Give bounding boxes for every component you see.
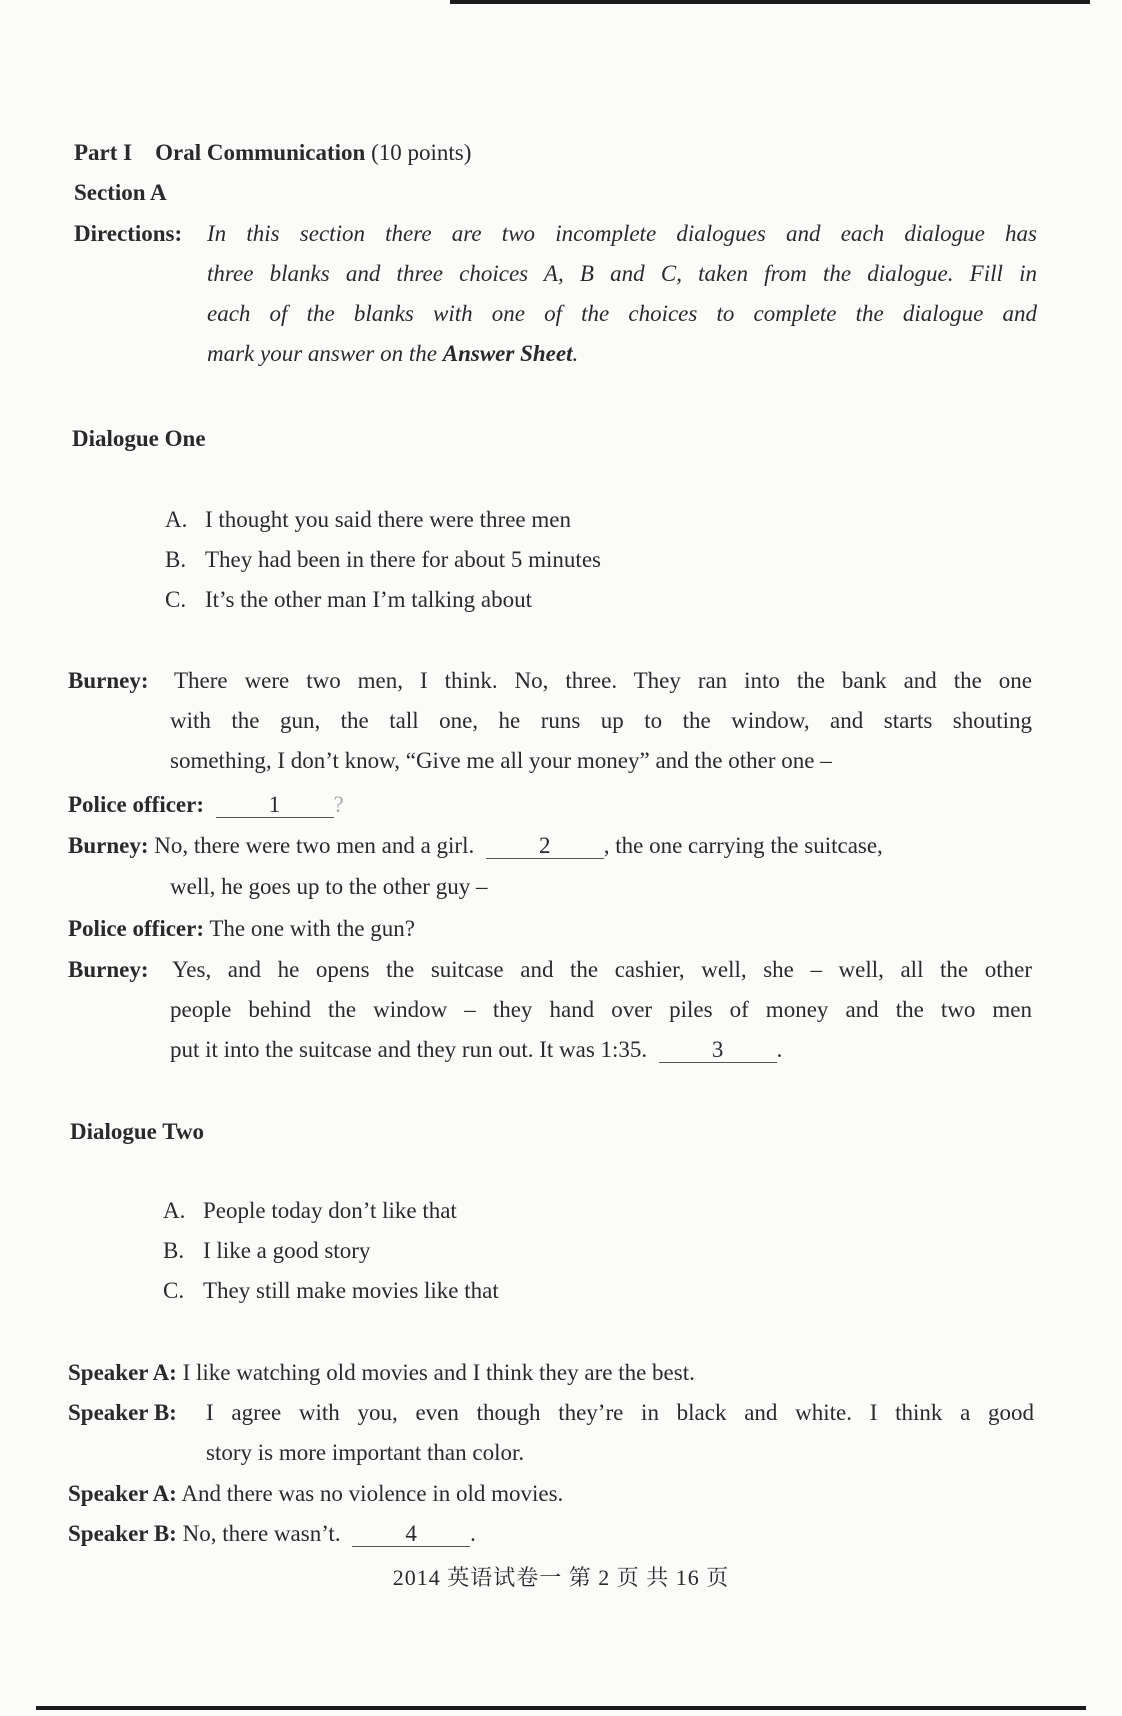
dialogue-two-option-c: [163, 1276, 499, 1306]
speaker-b-turn-2-pre: No, there wasn’t.: [182, 1521, 341, 1546]
dialogue-two-option-b: [163, 1236, 370, 1266]
top-border-rule: [450, 0, 1090, 4]
dialogue-two-option-a: [163, 1196, 457, 1226]
speaker-burney: Burney:: [68, 957, 149, 982]
blank-1[interactable]: 1: [216, 793, 334, 818]
directions-line-4-post: .: [572, 341, 579, 366]
option-letter: B.: [165, 547, 187, 572]
directions-line-3: each of the blanks with one of the choices to complete the dialogue and: [207, 301, 1037, 326]
option-letter: A.: [165, 507, 188, 532]
directions-line-4-pre: mark your answer on the: [207, 341, 443, 366]
speaker-burney: Burney:: [68, 833, 149, 858]
directions-label: Directions:: [74, 221, 183, 246]
dialogue-one-option-c: [165, 585, 532, 615]
option-text: It’s the other man I’m talking about: [205, 587, 533, 612]
speaker-a: Speaker A:: [68, 1481, 177, 1506]
question-mark: ?: [333, 792, 344, 817]
burney-line-2: with the gun, the tall one, he runs up to the window, and starts shouting: [170, 708, 1032, 733]
speaker-police-officer: Police officer:: [68, 792, 204, 817]
police-turn-1: [68, 790, 344, 820]
police-turn-2-text: The one with the gun?: [209, 916, 416, 941]
speaker-a-turn-2-text: And there was no violence in old movies.: [181, 1481, 564, 1506]
burney-turn-3-line-3: [170, 1035, 782, 1065]
option-text: I thought you said there were three men: [205, 507, 571, 532]
burney-turn-2-line-2: well, he goes up to the other guy –: [170, 874, 488, 899]
answer-sheet-text: Answer Sheet: [442, 341, 573, 366]
directions-line-2: three blanks and three choices A, B and C, taken from the dialogue. Fill in: [207, 261, 1037, 286]
speaker-b-turn-2: [68, 1519, 476, 1549]
burney-turn-2: [68, 831, 883, 861]
part-heading: [74, 138, 471, 168]
speaker-a-turn-1: [68, 1358, 695, 1388]
dialogue-one-title: Dialogue One: [72, 426, 206, 451]
dialogue-one-option-b: [165, 545, 601, 575]
blank-2[interactable]: 2: [486, 834, 604, 859]
speaker-police-officer: Police officer:: [68, 916, 204, 941]
option-letter: B.: [163, 1238, 185, 1263]
speaker-b: Speaker B:: [68, 1521, 177, 1546]
bottom-border-rule: [36, 1706, 1086, 1710]
speaker-b-turn-2-post: .: [470, 1521, 476, 1546]
burney-line-1: There were two men, I think. No, three. They ran into the bank and the one: [174, 668, 1032, 693]
directions-line-1: In this section there are two incomplete dialogues and each dialogue has: [207, 221, 1037, 246]
speaker-b-turn-1-line-1: I agree with you, even though they’re in black and white. I think a good: [206, 1400, 1034, 1425]
speaker-burney: Burney:: [68, 668, 149, 693]
part-label: Part I: [74, 140, 133, 165]
burney-turn-3-line-3-post: .: [776, 1037, 783, 1062]
speaker-b: Speaker B:: [68, 1400, 177, 1425]
speaker-b-turn-1-line-2: story is more important than color.: [206, 1440, 525, 1465]
part-title: Oral Communication: [155, 140, 366, 165]
section-label: Section A: [74, 180, 167, 205]
blank-3[interactable]: 3: [659, 1038, 777, 1063]
directions-line-4: [207, 339, 578, 369]
page-footer: 2014 英语试卷一 第 2 页 共 16 页: [392, 1565, 730, 1590]
option-text: They still make movies like that: [203, 1278, 499, 1303]
burney-turn-3-line-3-pre: put it into the suitcase and they run out. It was 1:35.: [170, 1037, 648, 1062]
option-letter: C.: [163, 1278, 185, 1303]
option-text: People today don’t like that: [203, 1198, 457, 1223]
dialogue-two-title: Dialogue Two: [70, 1119, 204, 1144]
burney-turn-2-post: , the one carrying the suitcase,: [603, 833, 883, 858]
blank-4[interactable]: 4: [352, 1522, 470, 1547]
speaker-a-turn-1-text: I like watching old movies and I think they are the best.: [182, 1360, 695, 1385]
burney-turn-2-pre: No, there were two men and a girl.: [154, 833, 475, 858]
option-text: I like a good story: [203, 1238, 371, 1263]
part-points: (10 points): [371, 140, 472, 165]
burney-turn-3-line-2: people behind the window – they hand over piles of money and the two men: [170, 997, 1032, 1022]
burney-turn-3-line-1: Yes, and he opens the suitcase and the cashier, well, she – well, all the other: [172, 957, 1032, 982]
police-turn-2: [68, 914, 415, 944]
speaker-a-turn-2: [68, 1479, 563, 1509]
dialogue-one-option-a: [165, 505, 571, 535]
speaker-a: Speaker A:: [68, 1360, 177, 1385]
option-text: They had been in there for about 5 minutes: [205, 547, 601, 572]
burney-line-3: something, I don’t know, “Give me all your money” and the other one –: [170, 748, 832, 773]
option-letter: A.: [163, 1198, 186, 1223]
option-letter: C.: [165, 587, 187, 612]
